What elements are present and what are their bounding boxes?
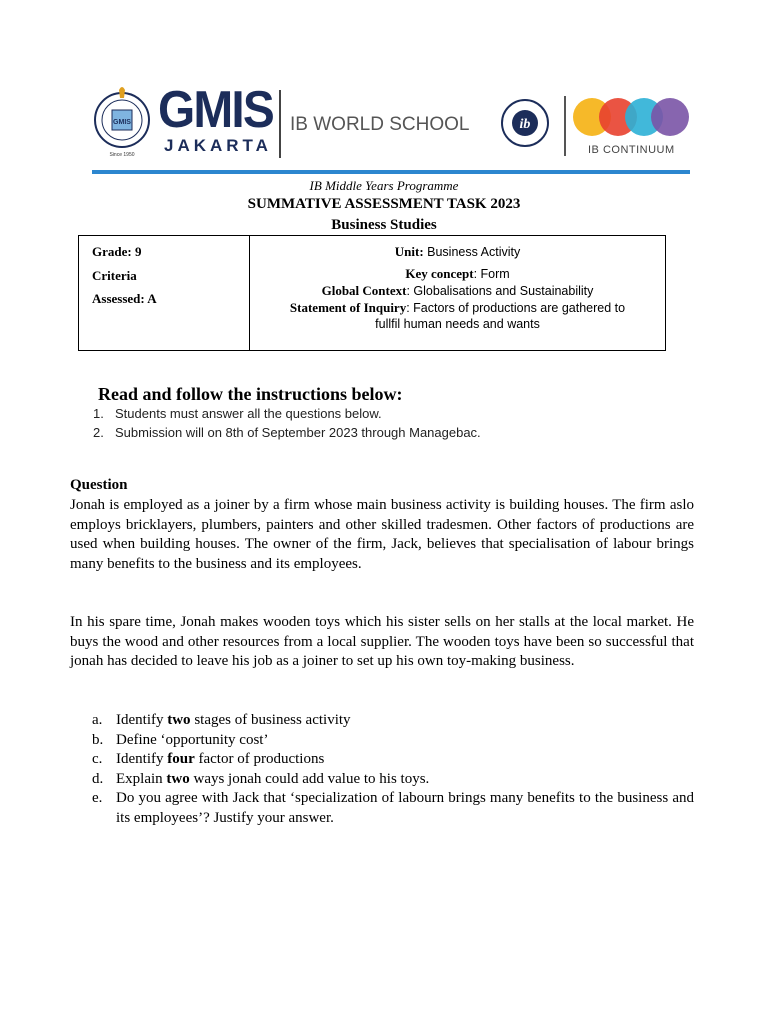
instructions-heading: Read and follow the instructions below: [98, 384, 403, 404]
school-header [88, 82, 692, 172]
key-concept-label: Key concept [405, 266, 474, 281]
crest-since: Since 1950 [109, 152, 135, 158]
school-logo-text: GMIS [158, 81, 273, 139]
question-text: Do you agree with Jack that ‘specialization of labourn brings many benefits to the business and its employees’? Justify your answer. [116, 790, 694, 826]
ib-continuum-circles-icon [570, 96, 692, 142]
question-paragraph-2: In his spare time, Jonah makes wooden toys which his sister sells on her stalls at the local market. He buys the wood and other resources from a local supplier. The wooden toys have been so successful that jonah has decided to leave his job as a joiner to set up his own toy-making business. [70, 614, 694, 669]
question-item [92, 711, 694, 731]
question-text-end: ways jonah could add value to his toys. [189, 770, 430, 787]
key-concept-line [250, 266, 665, 282]
question-list [92, 711, 694, 828]
question-emphasis: two [166, 770, 190, 787]
question-text-end: factor of productions [194, 751, 325, 767]
question-letter: c. [92, 751, 103, 767]
assessed-label: Assessed: A [92, 291, 157, 306]
instruction-item [93, 406, 382, 421]
instruction-item [93, 425, 481, 440]
question-letter: e. [92, 790, 103, 806]
question-letter: b. [92, 731, 104, 748]
header-divider [279, 90, 281, 158]
ib-continuum-label: IB CONTINUUM [588, 144, 675, 156]
criteria-label: Criteria [92, 268, 137, 283]
svg-text:GMIS: GMIS [113, 119, 131, 126]
school-crest-icon [92, 86, 152, 158]
key-concept-value: : Form [473, 267, 510, 281]
header-accent-line [92, 170, 690, 174]
programme-title: IB Middle Years Programme [309, 178, 459, 193]
question-text: Explain [116, 770, 167, 787]
global-context-line [250, 283, 665, 299]
unit-label: Unit: [394, 244, 424, 259]
question-letter: a. [92, 712, 103, 728]
unit-line [250, 244, 665, 260]
question-item [92, 770, 694, 790]
header-divider-2 [564, 96, 566, 156]
question-text: Identify [116, 751, 168, 767]
ib-seal-icon [500, 98, 550, 148]
question-item [92, 750, 694, 770]
instruction-number: 2. [93, 425, 104, 440]
info-left-cell [79, 236, 250, 350]
info-right-cell [250, 236, 665, 350]
instruction-text: Submission will on 8th of September 2023 through Managebac. [115, 425, 481, 440]
global-context-label: Global Context [321, 283, 407, 298]
question-emphasis: two [167, 712, 191, 728]
unit-value: Business Activity [423, 245, 521, 259]
grade-label: Grade: 9 [92, 244, 142, 259]
soi-value: : Factors of productions are gathered to [406, 301, 626, 315]
soi-line-2: fullfil human needs and wants [375, 317, 540, 331]
question-text: Define ‘opportunity cost’ [116, 731, 269, 748]
soi-label: Statement of Inquiry [289, 300, 407, 315]
ib-world-school-label: IB WORLD SCHOOL [290, 114, 470, 135]
subject-title: Business Studies [331, 217, 437, 233]
soi-line [250, 300, 665, 316]
instruction-number: 1. [93, 406, 104, 421]
question-heading: Question [70, 477, 128, 493]
svg-text:ib: ib [519, 117, 531, 132]
question-paragraph-1: Jonah is employed as a joiner by a firm whose main business activity is building houses. The firm aslo employs bricklayers, plumbers, painters and other skilled tradesmen. Other factors of productions are used when building houses. The owner of the firm, Jack, believes that specialisation of labour brings many benefits to the business and its employees. [70, 497, 694, 572]
task-title: SUMMATIVE ASSESSMENT TASK 2023 [247, 196, 521, 212]
question-item [92, 731, 694, 751]
school-logo-city: JAKARTA [164, 136, 272, 155]
question-letter: d. [92, 770, 104, 787]
global-context-value: : Globalisations and Sustainability [406, 284, 594, 298]
question-emphasis: four [167, 751, 195, 767]
question-text-end: stages of business activity [190, 712, 351, 728]
assessment-info-table [78, 235, 666, 351]
instruction-text: Students must answer all the questions below. [115, 406, 382, 421]
question-text: Identify [116, 712, 168, 728]
question-item [92, 789, 694, 828]
